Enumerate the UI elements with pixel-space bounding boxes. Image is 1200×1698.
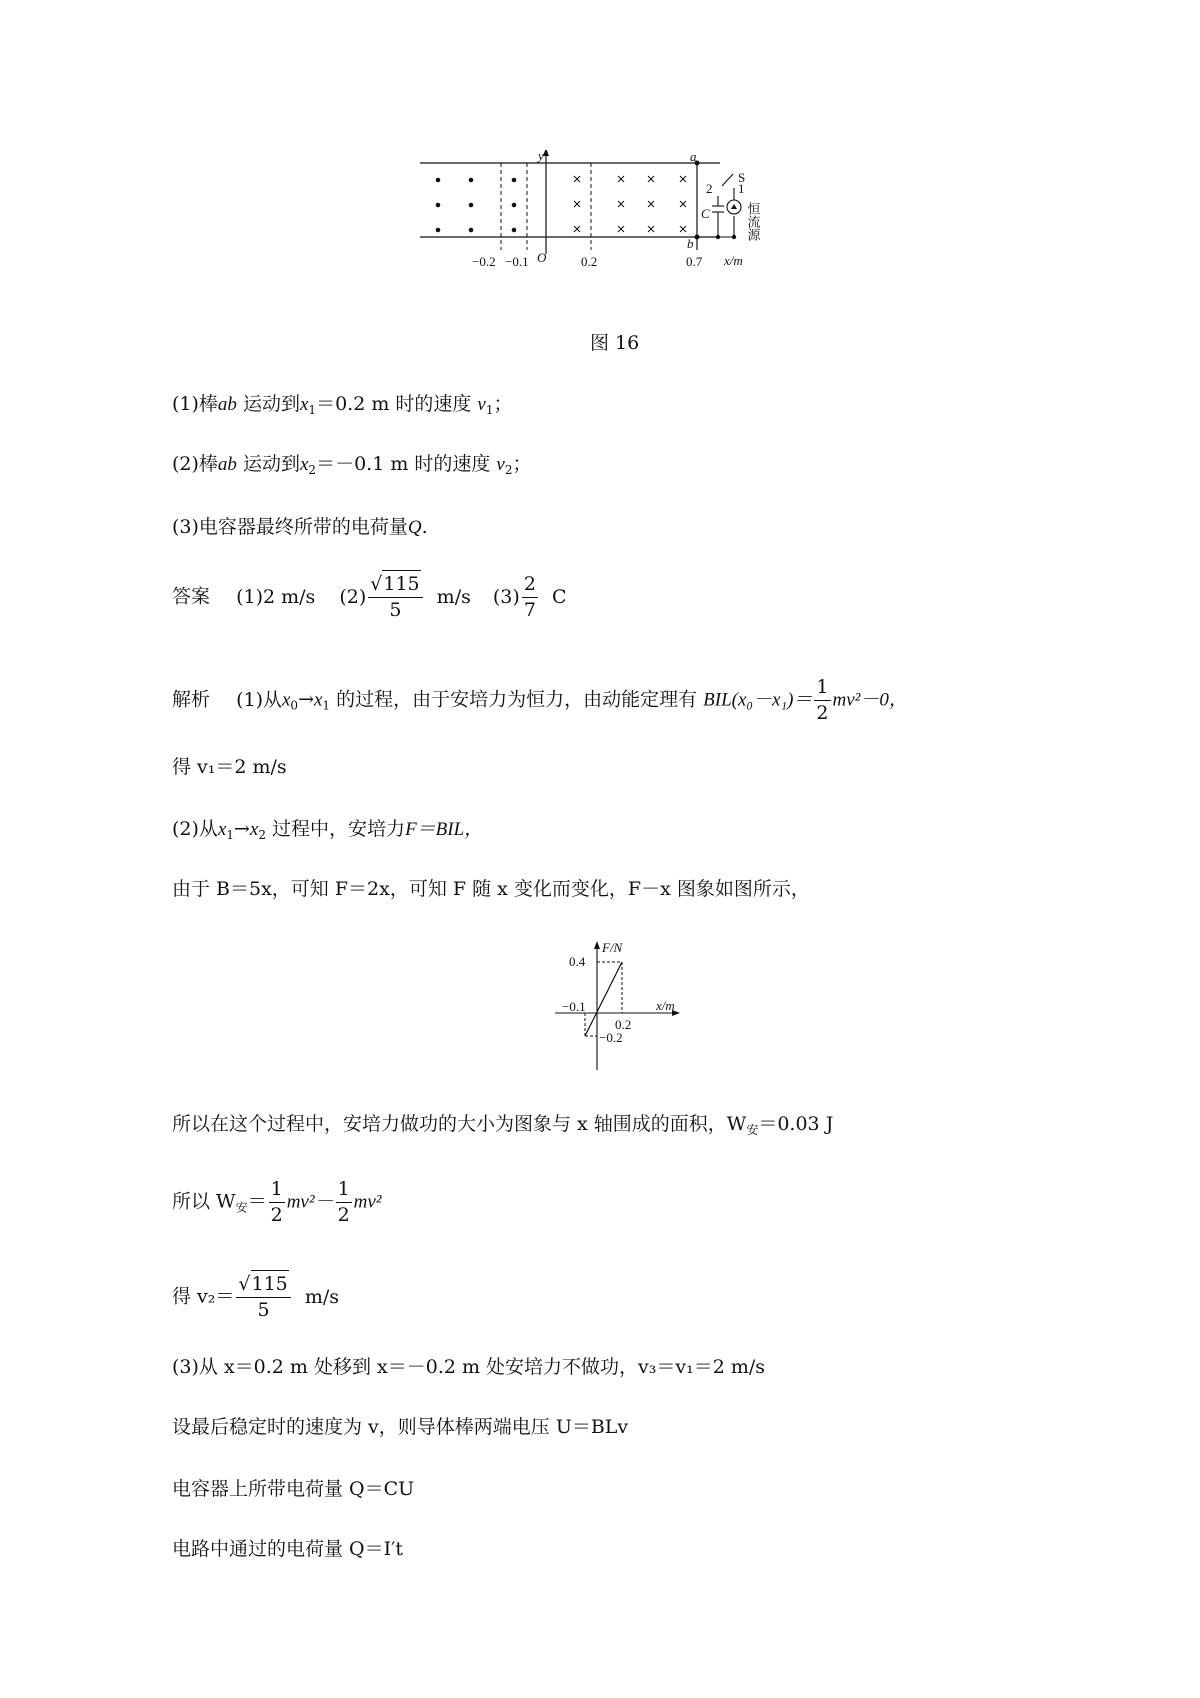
capacitor-label: C — [701, 206, 710, 221]
solution-line-5: 所以在这个过程中，安培力做功的大小为图象与 x 轴围成的面积，$W_安=0.03$ J — [172, 1113, 834, 1137]
solution-line-3: (2)从$x_1\to x_2$ 过程中，安培力F＝BIL， — [172, 818, 484, 842]
solution-line-9: 设最后稳定时的速度为 v，则导体棒两端电压 U＝BLv — [172, 1416, 629, 1438]
point-a-label: a — [690, 150, 697, 164]
switch-pos2-label: 2 — [706, 181, 713, 196]
solution-line-10: 电容器上所带电荷量 Q＝CU — [172, 1478, 415, 1500]
question-1: (1)棒ab 运动到$x_1=0.2$ m 时的速度 $v_1$； — [172, 393, 513, 417]
answer-line: 答案 (1)2 m/s (2) $\frac{√115}{5}$ m/s (3) $\frac{2}{7}$ C — [172, 575, 567, 620]
source-label: 恒流源 — [745, 202, 761, 241]
x-axis-label: x/m — [656, 998, 675, 1013]
solution-line-8: (3)从 x＝0.2 m 处移到 x＝－0.2 m 处安培力不做功，v₃＝v₁＝2 m/s — [172, 1356, 766, 1378]
solution-label: 解析 — [172, 688, 211, 711]
figure-caption: 图 16 — [590, 332, 640, 354]
question-3: (3)电容器最终所带的电荷量Q. — [172, 516, 428, 538]
solution-line-11: 电路中通过的电荷量 Q＝I′t — [172, 1538, 404, 1560]
f-x-graph — [555, 940, 695, 1075]
field-dots — [436, 178, 517, 233]
x-tick-neg-0.2: −0.2 — [472, 254, 496, 269]
origin-label: O — [537, 250, 547, 265]
solution-line-2: 得 v₁＝2 m/s — [172, 756, 287, 778]
solution-line-1: 解析 (1)从$x_0\to x_1$ 的过程，由于安培力为恒力，由动能定理有 BIL(x₀－x₁)＝ $\frac{1}{2}$ mv²－0， — [172, 676, 908, 724]
x-axis-label: x/m — [724, 253, 743, 268]
figure-16-diagram — [420, 150, 800, 288]
solution-line-7: 得 v₂＝ $\frac{√115}{5}$ m/s — [172, 1275, 339, 1320]
answer-label: 答案 — [172, 585, 211, 608]
switch-pos1-label: 1 — [738, 181, 745, 196]
y-axis-arrow — [543, 150, 549, 156]
solution-line-4: 由于 B＝5x，可知 F＝2x，可知 F 随 x 变化而变化，F－x 图象如图所示， — [172, 878, 810, 900]
y-tick-0.4: 0.4 — [569, 954, 586, 969]
switch-label: S — [738, 170, 746, 185]
point-b-label: b — [687, 236, 694, 251]
solution-line-6: 所以 $W_安=$ $\frac{1}{2}$ mv²－ $\frac{1}{2}$ mv² — [172, 1178, 382, 1226]
x-tick-0.7: 0.7 — [686, 254, 703, 269]
x-tick-0.2: 0.2 — [615, 1017, 632, 1032]
x-tick-neg-0.1: −0.1 — [505, 254, 529, 269]
x-tick-0.2: 0.2 — [581, 254, 598, 269]
question-2: (2)棒ab 运动到$x_2=-0.1$ m 时的速度 $v_2$； — [172, 453, 532, 477]
x-tick-neg-0.1: −0.1 — [562, 999, 586, 1014]
y-axis-label: y — [538, 150, 544, 163]
y-tick-neg-0.2: −0.2 — [599, 1030, 623, 1045]
f-axis-label: F/N — [602, 940, 623, 955]
